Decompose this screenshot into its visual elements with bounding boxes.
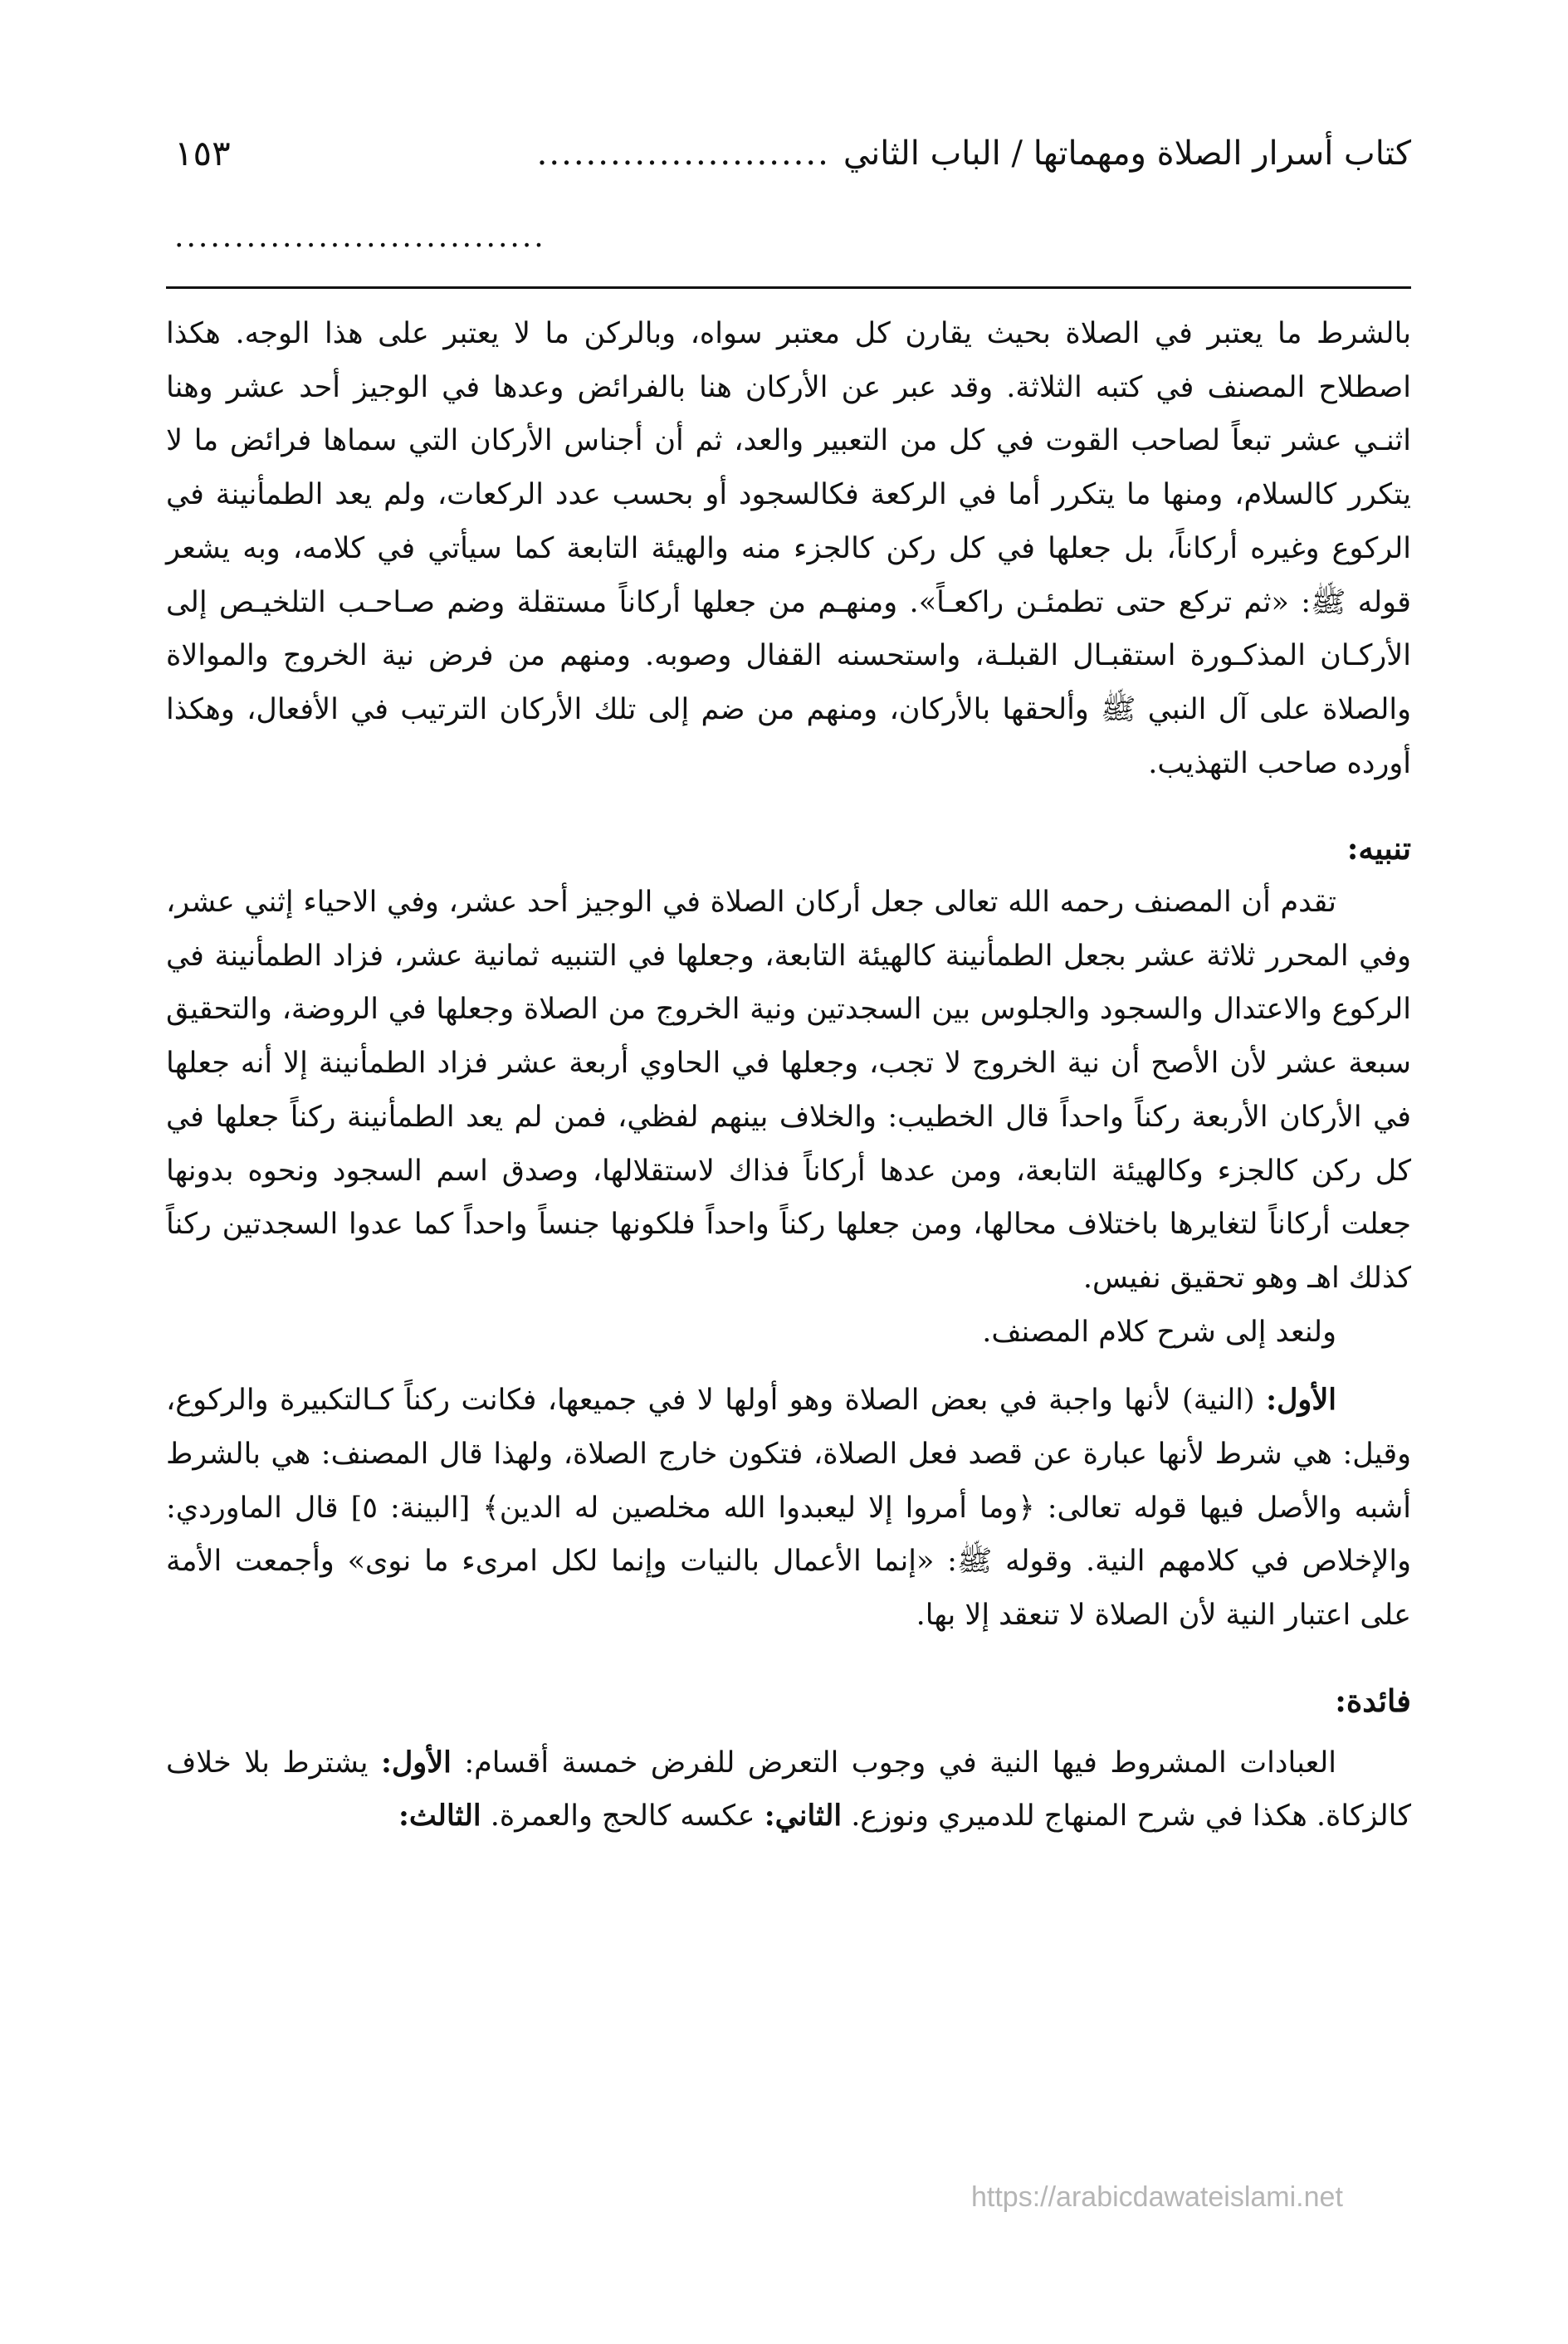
text-line: نفيس. (1082, 1261, 1161, 1295)
term-first: الأول: (380, 1745, 452, 1780)
paragraph-4 (166, 1374, 1411, 1643)
text-line: وإنما لكل امرىء ما نوى» وأجمعت الأمة على اعتبار النية لأن الصلاة لا تنعقد إلا بها. (166, 1545, 1411, 1633)
watermark-url: https://arabicdawateislami.net (971, 2181, 1343, 2213)
text-line: الطمأنينة في الركوع والاعتدال والسجود والجلوس بين السجدتين ونية الخروج من الصلاة وجعلها (166, 939, 1411, 1027)
term-first: الأول: (1266, 1383, 1336, 1418)
text-line: خلاف كالزكاة. هكذا في شرح المنهاج للدميري ونوزع. (166, 1746, 1411, 1834)
text-line: هكذا اصطلاح المصنف في كتبه الثلاثة. وقد عبر عن الأركان هنا بالفرائض وعدها في الوجيز (166, 317, 1411, 404)
text-line: يشترط بلا (244, 1746, 369, 1780)
text-line: التهذيب. (1148, 746, 1248, 780)
header-dots: ........................ (536, 134, 830, 173)
text-line: العبادات المشروط فيها النية في وجوب التعرض للفرض خمسة أقسام: (464, 1746, 1336, 1780)
text-line: وألحقها بالأركان، ومنهم من ضم إلى تلك الأركان الترتيب في الأفعال، وهكذا أورده صاحب (166, 692, 1411, 780)
running-header (174, 125, 1411, 183)
paragraph-1 (166, 307, 1411, 790)
text-line: الدين﴾ [البينة: ٥] قال الماوردي: والإخلاص في كلامهم النية. وقوله ﷺ: «إنما الأعمال بالنيات (166, 1491, 1411, 1579)
header-dots-line: ............................... (174, 220, 546, 254)
term-third: الثالث: (398, 1799, 481, 1834)
page-number: ١٥٣ (174, 133, 231, 173)
header-rule (166, 286, 1411, 289)
text-line: بالشرط ما يعتبر في الصلاة بحيث يقارن كل معتبر سواه، وبالركن ما لا يعتبر على هذا الوجه. (235, 317, 1411, 350)
text-line: لفظي، فمن لم يعد الطمأنينة ركناً جعلها في كل ركن كالجزء وكالهيئة التابعة، ومن عدها أركاناً (166, 1100, 1411, 1188)
term-second: الثاني: (764, 1799, 843, 1834)
text-line: والركوع، وقيل: هي شرط لأنها عبارة عن قصد فعل الصلاة، فتكون خارج الصلاة، ولهذا قال (166, 1384, 1411, 1472)
text-line: (النية) لأنها واجبة في بعض الصلاة وهو أولها لا في جميعها، فكانت ركناً كـالتكبيرة (279, 1384, 1255, 1418)
paragraph-2 (166, 876, 1411, 1306)
text-line: عدد الركعات، ولم يعد الطمأنينة في الركوع وغيره أركاناً، بل جعلها في كل ركن كالجزء منه (166, 478, 1411, 565)
text-line: المصنف: هي بالشرط أشبه والأصل فيها قوله تعالى: ﴿وما أمروا إلا ليعبدوا الله مخلصين له (166, 1438, 1411, 1525)
paragraph-3: ولنعد إلى شرح كلام المصنف. (982, 1315, 1336, 1349)
text-line: ومن جعلها ركناً واحداً فلكونها جنساً واحداً كما عدوا السجدتين ركناً كذلك اهـ وهو تحقيق (166, 1208, 1411, 1295)
header-title: كتاب أسرار الصلاة ومهماتها / الباب الثاني (843, 134, 1411, 173)
text-line: عشر، وفي المحرر ثلاثة عشر بجعل الطمأنينة كالهيئة التابعة، وجعلها في التنبيه ثمانية عشر، فزاد (166, 886, 1411, 973)
page-body (166, 307, 1411, 1843)
text-line: في الروضة، والتحقيق سبعة عشر لأن الأصح أن نية الخروج لا تجب، وجعلها في الحاوي أربعة (166, 993, 1411, 1081)
section-heading-faida: فائدة: (1335, 1682, 1411, 1719)
text-line: من جعلها أركاناً مستقلة وضم صـاحـب التلخيـص إلى الأركـان المذكـورة استقبـال القبلـة، (166, 585, 1411, 673)
section-heading-tanbih: تنبيه: (1346, 830, 1411, 867)
paragraph-5 (166, 1736, 1411, 1843)
text-line: عكسه كالحج والعمرة. (490, 1800, 755, 1834)
text-line: واستحسنه القفال وصوبه. ومنهم من فرض نية الخروج والموالاة والصلاة على آل النبي ﷺ (166, 639, 1411, 726)
text-line: عشر فزاد الطمأنينة إلا أنه جعلها في الأركان الأربعة ركناً واحداً قال الخطيب: والخلاف بينهم (166, 1047, 1411, 1134)
text-line: فذاك لاستقلالها، وصدق اسم السجود ونحوه بدونها جعلت أركاناً لتغايرها باختلاف محالها، (166, 1154, 1411, 1242)
text-line: التي سماها فرائض ما لا يتكرر كالسلام، ومنها ما يتكرر أما في الركعة فكالسجود أو بحسب (166, 424, 1411, 512)
text-line: أحد عشر وهنا اثنـي عشر تبعاً لصاحب القوت في كل من التعبير والعد، ثم أن أجناس الأركان (166, 370, 1412, 458)
text-line: تقدم أن المصنف رحمه الله تعالى جعل أركان الصلاة في الوجيز أحد عشر، وفي الاحياء إثني (244, 886, 1336, 920)
text-line: والهيئة التابعة كما سيأتي في كلامه، وبه يشعر قوله ﷺ: «ثم تركع حتى تطمئـن راكعـاً». ومنهـم (166, 531, 1411, 619)
